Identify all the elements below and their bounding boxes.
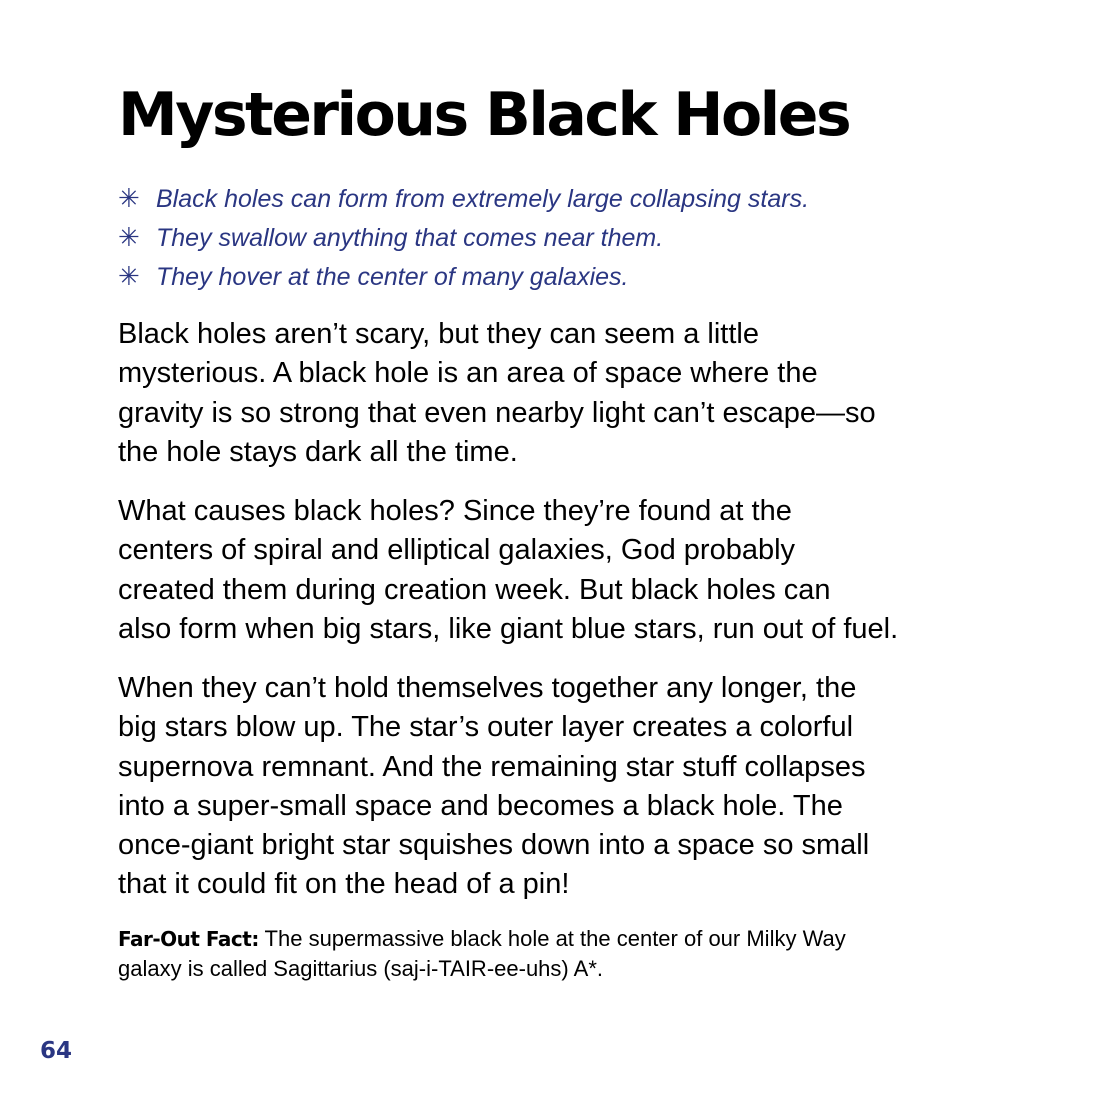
asterisk-star-icon: ✳	[118, 261, 140, 291]
fact-line	[118, 924, 1018, 954]
paragraph-line: supernova remnant. And the remaining star stuff collapses	[118, 750, 866, 783]
body-paragraph-3	[118, 669, 1018, 905]
fact-line: galaxy is called Sagittarius (saj-i-TAIR-ee-uhs) A*.	[118, 956, 603, 981]
body-paragraph-2	[118, 492, 1018, 649]
paragraph-line: centers of spiral and elliptical galaxies, God probably	[118, 534, 796, 567]
key-point	[118, 257, 1038, 296]
key-point	[118, 218, 1038, 257]
fact-label: Far-Out Fact:	[118, 927, 259, 951]
key-points-list	[118, 179, 1038, 296]
paragraph-line: into a super-small space and becomes a black hole. The	[118, 789, 843, 822]
body-paragraph-1	[118, 315, 1018, 472]
key-point-text: They swallow anything that comes near them.	[156, 224, 664, 252]
page-title: Mysterious Black Holes	[118, 80, 850, 150]
paragraph-line: the hole stays dark all the time.	[118, 435, 518, 468]
page-number: 64	[40, 1038, 73, 1064]
asterisk-star-icon: ✳	[118, 222, 140, 252]
paragraph-line: gravity is so strong that even nearby light can’t escape—so	[118, 396, 876, 429]
key-point-text: Black holes can form from extremely large collapsing stars.	[156, 185, 810, 213]
paragraph-line: What causes black holes? Since they’re found at the	[118, 495, 792, 527]
paragraph-line: mysterious. A black hole is an area of space where the	[118, 357, 818, 390]
far-out-fact	[118, 924, 1018, 984]
paragraph-line: Black holes aren’t scary, but they can seem a little	[118, 318, 759, 350]
key-point	[118, 179, 1038, 218]
key-point-text: They hover at the center of many galaxies.	[156, 263, 629, 291]
paragraph-line: big stars blow up. The star’s outer layer creates a colorful	[118, 711, 854, 744]
paragraph-line: once-giant bright star squishes down into a space so small	[118, 829, 870, 862]
paragraph-line: created them during creation week. But black holes can	[118, 573, 831, 606]
paragraph-line: When they can’t hold themselves together any longer, the	[118, 672, 857, 704]
paragraph-line: that it could fit on the head of a pin!	[118, 868, 570, 901]
fact-text: The supermassive black hole at the center of our Milky Way	[258, 926, 846, 951]
asterisk-star-icon: ✳	[118, 183, 140, 213]
paragraph-line: also form when big stars, like giant blue stars, run out of fuel.	[118, 612, 899, 645]
